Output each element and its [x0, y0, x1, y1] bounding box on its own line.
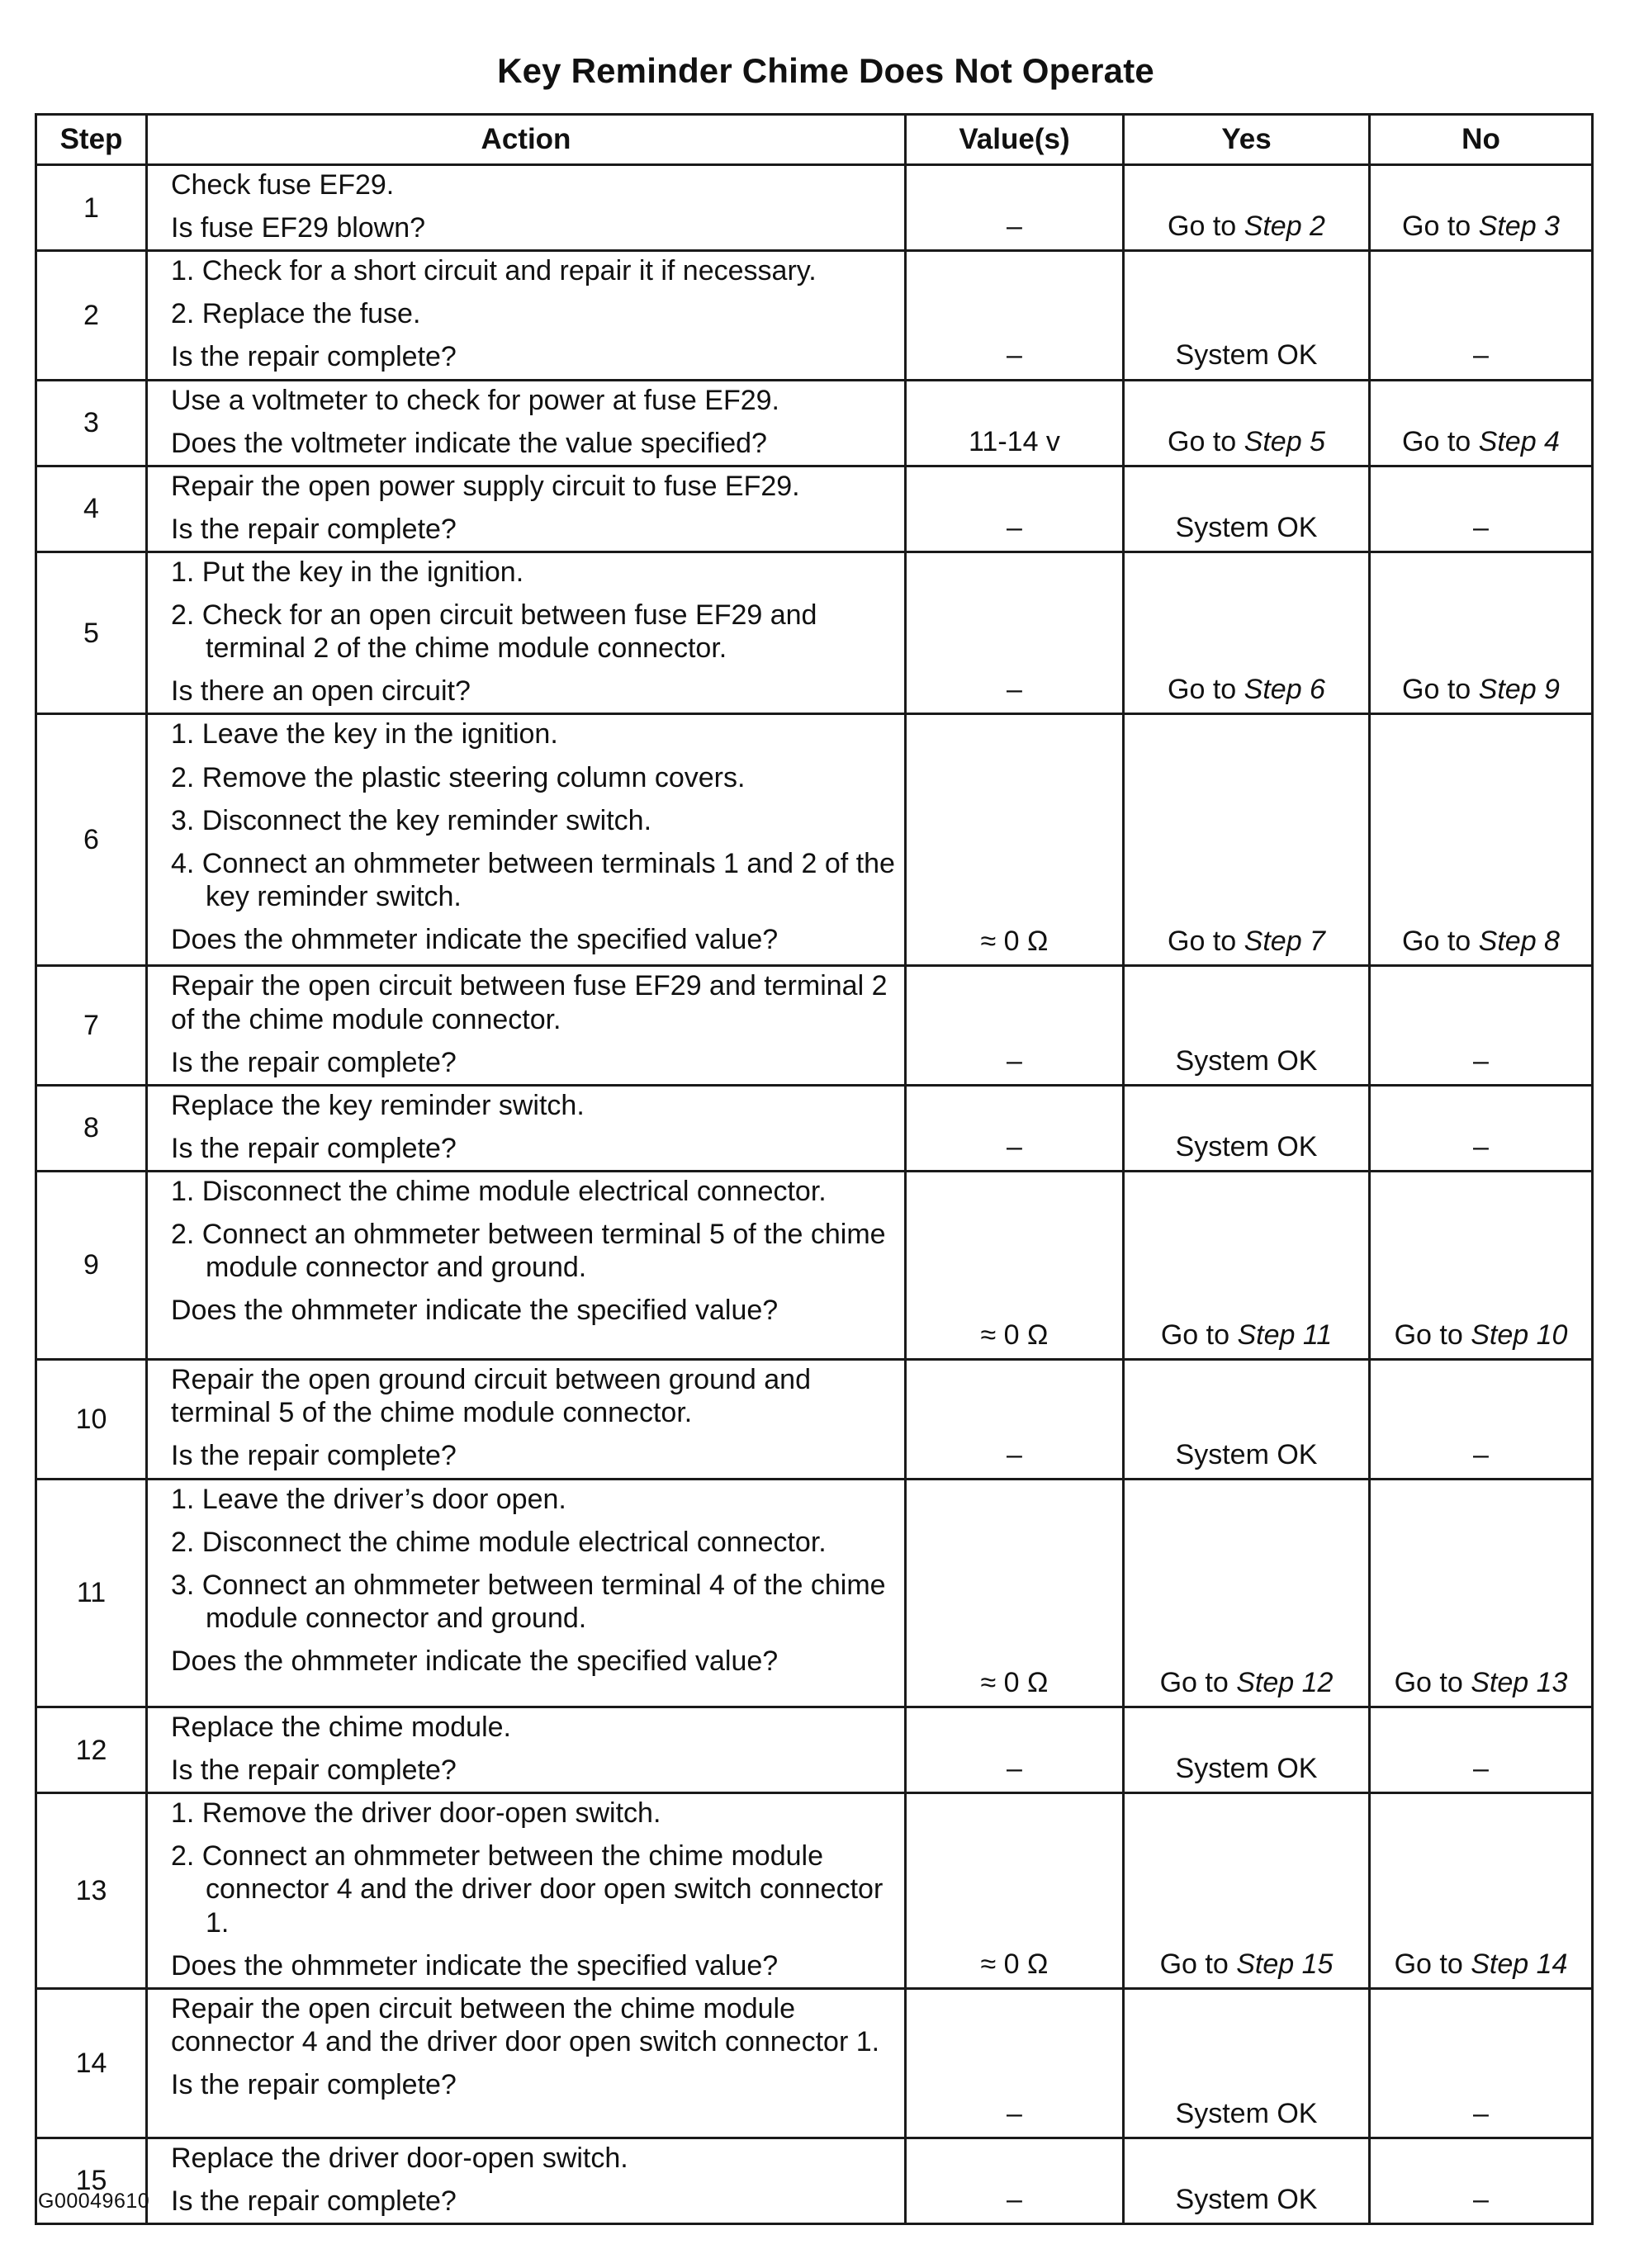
action-cell: [147, 1988, 906, 2138]
table-row: [36, 1707, 1593, 1792]
action-line: Is the repair complete?: [171, 1132, 457, 1164]
action-line: Repair the open power supply circuit to fuse EF29.: [171, 470, 800, 502]
table-row: [36, 714, 1593, 966]
action-line: 1. Remove the driver door-open switch.: [171, 1797, 661, 1830]
table-row: [36, 1793, 1593, 1989]
action-line: Is the repair complete?: [171, 513, 457, 545]
no-cell: [1370, 714, 1593, 966]
go-to-label: Go to: [1160, 1319, 1230, 1351]
page-title: Key Reminder Chime Does Not Operate: [497, 51, 1154, 90]
action-line: Use a voltmeter to check for power at fuse EF29.: [171, 384, 779, 416]
action-line: Is the repair complete?: [171, 2068, 457, 2100]
step-number: 9: [36, 1171, 147, 1359]
table-row: [36, 1479, 1593, 1707]
table-row: [36, 2138, 1593, 2223]
action-line: Replace the key reminder switch.: [171, 1089, 585, 1121]
value-cell: –: [906, 251, 1124, 380]
figure-code: G00049610: [38, 2190, 150, 2213]
step-number: 14: [36, 1988, 147, 2138]
yes-cell: [1124, 714, 1370, 966]
value-cell: ≈ 0 Ω: [906, 1171, 1124, 1359]
no-cell: –: [1370, 251, 1593, 380]
go-to-label: Go to: [1402, 926, 1471, 958]
step-number: 3: [36, 380, 147, 466]
step-number: 5: [36, 552, 147, 713]
step-reference: Step 6: [1244, 674, 1325, 706]
action-line: 1. Put the key in the ignition.: [171, 556, 524, 588]
step-number: 6: [36, 714, 147, 966]
action-line: Does the voltmeter indicate the value specified?: [171, 427, 767, 459]
action-line: Is the repair complete?: [171, 1046, 457, 1078]
value-cell: –: [906, 1988, 1124, 2138]
no-cell: –: [1370, 2138, 1593, 2223]
action-cell: [147, 552, 906, 713]
header-action: Action: [147, 115, 906, 165]
action-line: Is the repair complete?: [171, 341, 457, 373]
action-line: 2. Connect an ohmmeter between terminal 5 of the chime module connector and ground.: [171, 1219, 886, 1284]
no-cell: –: [1370, 466, 1593, 552]
action-line: Is the repair complete?: [171, 1440, 457, 1472]
action-line: 1. Check for a short circuit and repair it if necessary.: [171, 255, 817, 287]
header-row: [36, 115, 1593, 165]
value-cell: ≈ 0 Ω: [906, 714, 1124, 966]
yes-cell: [1124, 1479, 1370, 1707]
action-line: 1. Disconnect the chime module electrical connector.: [171, 1175, 827, 1207]
yes-cell: [1124, 1171, 1370, 1359]
diagnostic-table: [35, 113, 1594, 2225]
step-number: 15: [36, 2138, 147, 2223]
value-cell: 11-14 v: [906, 380, 1124, 466]
go-to-label: Go to: [1402, 211, 1471, 243]
value-cell: ≈ 0 Ω: [906, 1479, 1124, 1707]
no-cell: –: [1370, 1988, 1593, 2138]
value-cell: –: [906, 1707, 1124, 1792]
yes-cell: System OK: [1124, 1359, 1370, 1479]
no-cell: –: [1370, 1085, 1593, 1171]
table-row: [36, 380, 1593, 466]
table-row: [36, 251, 1593, 380]
table-row: [36, 966, 1593, 1085]
action-line: 2. Disconnect the chime module electrical connector.: [171, 1527, 827, 1559]
action-line: 2. Remove the plastic steering column covers.: [171, 761, 746, 793]
header-yes: Yes: [1124, 115, 1370, 165]
value-cell: –: [906, 1085, 1124, 1171]
go-to-label: Go to: [1394, 1666, 1463, 1698]
yes-cell: System OK: [1124, 966, 1370, 1085]
action-line: 3. Connect an ohmmeter between terminal 4 of the chime module connector and ground.: [171, 1570, 886, 1635]
action-cell: [147, 1085, 906, 1171]
yes-cell: System OK: [1124, 1988, 1370, 2138]
go-to-label: Go to: [1168, 926, 1237, 958]
step-number: 12: [36, 1707, 147, 1792]
header-step: Step: [36, 115, 147, 165]
action-line: Repair the open ground circuit between ground and terminal 5 of the chime module connector.: [171, 1363, 811, 1429]
action-line: Repair the open circuit between the chime module connector 4 and the driver door open switch connector 1.: [171, 1992, 880, 2057]
action-line: 1. Leave the key in the ignition.: [171, 718, 558, 750]
step-reference: Step 9: [1478, 674, 1560, 706]
yes-cell: System OK: [1124, 251, 1370, 380]
no-cell: –: [1370, 966, 1593, 1085]
no-cell: –: [1370, 1359, 1593, 1479]
table-row: [36, 1085, 1593, 1171]
go-to-label: Go to: [1394, 1948, 1463, 1980]
action-line: Does the ohmmeter indicate the specified value?: [171, 1295, 779, 1327]
yes-cell: System OK: [1124, 466, 1370, 552]
value-cell: –: [906, 552, 1124, 713]
no-cell: [1370, 165, 1593, 251]
value-cell: ≈ 0 Ω: [906, 1793, 1124, 1989]
table-row: [36, 1988, 1593, 2138]
step-reference: Step 3: [1478, 211, 1560, 243]
go-to-label: Go to: [1402, 425, 1471, 457]
action-cell: [147, 165, 906, 251]
table-row: [36, 552, 1593, 713]
no-cell: [1370, 552, 1593, 713]
action-line: Is fuse EF29 blown?: [171, 212, 426, 244]
action-line: 2. Connect an ohmmeter between the chime module connector 4 and the driver door open switch connector 1.: [171, 1840, 884, 1939]
action-cell: [147, 1707, 906, 1792]
action-line: 4. Connect an ohmmeter between terminals 1 and 2 of the key reminder switch.: [171, 847, 895, 912]
action-cell: [147, 251, 906, 380]
action-cell: [147, 966, 906, 1085]
step-number: 10: [36, 1359, 147, 1479]
action-line: Check fuse EF29.: [171, 169, 395, 201]
step-reference: Step 5: [1244, 425, 1325, 457]
action-line: Repair the open circuit between fuse EF29 and terminal 2 of the chime module connector.: [171, 970, 888, 1035]
step-reference: Step 13: [1471, 1666, 1568, 1698]
no-cell: –: [1370, 1707, 1593, 1792]
action-cell: [147, 714, 906, 966]
action-line: Does the ohmmeter indicate the specified value?: [171, 1645, 779, 1678]
header-values: Value(s): [906, 115, 1124, 165]
no-cell: [1370, 380, 1593, 466]
step-number: 8: [36, 1085, 147, 1171]
table-row: [36, 165, 1593, 251]
action-line: Replace the chime module.: [171, 1711, 512, 1743]
step-number: 4: [36, 466, 147, 552]
step-number: 7: [36, 966, 147, 1085]
step-reference: Step 4: [1478, 425, 1560, 457]
step-reference: Step 12: [1236, 1666, 1334, 1698]
go-to-label: Go to: [1402, 674, 1471, 706]
no-cell: [1370, 1479, 1593, 1707]
yes-cell: [1124, 1793, 1370, 1989]
action-line: Does the ohmmeter indicate the specified value?: [171, 923, 779, 955]
step-reference: Step 2: [1244, 211, 1325, 243]
yes-cell: [1124, 552, 1370, 713]
step-reference: Step 15: [1236, 1948, 1334, 1980]
step-reference: Step 14: [1471, 1948, 1568, 1980]
step-number: 1: [36, 165, 147, 251]
table-row: [36, 1171, 1593, 1359]
step-reference: Step 7: [1244, 926, 1325, 958]
value-cell: –: [906, 966, 1124, 1085]
action-cell: [147, 1171, 906, 1359]
go-to-label: Go to: [1168, 425, 1237, 457]
value-cell: –: [906, 1359, 1124, 1479]
go-to-label: Go to: [1159, 1666, 1229, 1698]
action-cell: [147, 1479, 906, 1707]
yes-cell: System OK: [1124, 2138, 1370, 2223]
action-line: 2. Check for an open circuit between fuse EF29 and terminal 2 of the chime module connector.: [171, 599, 817, 665]
header-no: No: [1370, 115, 1593, 165]
table-row: [36, 466, 1593, 552]
step-reference: Step 11: [1237, 1319, 1333, 1351]
action-line: Is there an open circuit?: [171, 675, 471, 708]
go-to-label: Go to: [1168, 674, 1237, 706]
action-cell: [147, 1359, 906, 1479]
no-cell: [1370, 1171, 1593, 1359]
go-to-label: Go to: [1168, 211, 1237, 243]
action-line: 1. Leave the driver’s door open.: [171, 1483, 566, 1515]
action-cell: [147, 466, 906, 552]
action-cell: [147, 1793, 906, 1989]
value-cell: –: [906, 466, 1124, 552]
no-cell: [1370, 1793, 1593, 1989]
action-line: Is the repair complete?: [171, 2185, 457, 2217]
step-reference: Step 10: [1471, 1319, 1568, 1351]
table-row: [36, 1359, 1593, 1479]
action-line: 2. Replace the fuse.: [171, 298, 421, 330]
step-number: 13: [36, 1793, 147, 1989]
go-to-label: Go to: [1394, 1319, 1463, 1351]
yes-cell: System OK: [1124, 1085, 1370, 1171]
step-number: 2: [36, 251, 147, 380]
value-cell: –: [906, 165, 1124, 251]
yes-cell: System OK: [1124, 1707, 1370, 1792]
yes-cell: [1124, 380, 1370, 466]
action-cell: [147, 2138, 906, 2223]
step-number: 11: [36, 1479, 147, 1707]
action-line: 3. Disconnect the key reminder switch.: [171, 804, 652, 836]
yes-cell: [1124, 165, 1370, 251]
action-line: Replace the driver door-open switch.: [171, 2142, 628, 2174]
table-body: [36, 165, 1593, 2224]
action-line: Does the ohmmeter indicate the specified value?: [171, 1949, 779, 1982]
action-line: Is the repair complete?: [171, 1754, 457, 1787]
step-reference: Step 8: [1478, 926, 1560, 958]
action-cell: [147, 380, 906, 466]
go-to-label: Go to: [1159, 1948, 1229, 1980]
value-cell: –: [906, 2138, 1124, 2223]
